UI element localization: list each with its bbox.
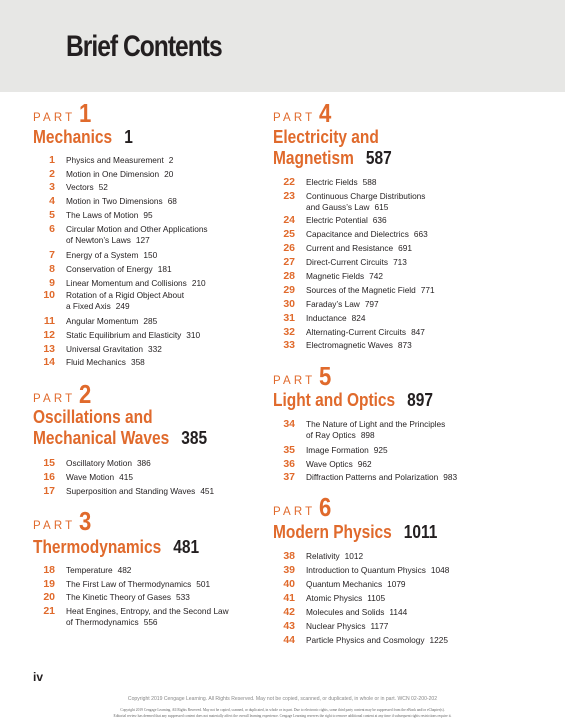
chapter-text: [306, 593, 533, 604]
chapter-page: 95: [143, 210, 153, 220]
chapter-title: Circular Motion and Other Applications of Newton’s Laws: [66, 224, 208, 245]
chapter-text: [66, 458, 265, 469]
chapter-title: Temperature: [66, 565, 113, 575]
chapter-title: Molecules and Solids: [306, 607, 385, 617]
chapter-title: Magnetic Fields: [306, 271, 365, 281]
part-title-line: [273, 522, 437, 543]
part-section: [273, 360, 533, 410]
chapter-number: 31: [283, 312, 295, 324]
chapter-number: 3: [49, 181, 55, 193]
chapter-text: [306, 635, 533, 646]
chapter-number: 19: [43, 578, 55, 590]
part-word: PART: [33, 520, 76, 532]
chapter-text: [66, 344, 265, 355]
part-title-line: [33, 428, 207, 449]
page-title: Brief Contents: [66, 30, 222, 63]
chapter-page: 52: [98, 182, 108, 192]
part-title-text: Thermodynamics: [33, 537, 162, 557]
part-title[interactable]: [273, 127, 392, 169]
chapter-page: 249: [115, 301, 130, 311]
chapter-number: 30: [283, 298, 295, 310]
chapter-number: 15: [43, 457, 55, 469]
chapter-number: 33: [283, 339, 295, 351]
chapter-page: 285: [143, 316, 158, 326]
chapter-number: 1: [49, 154, 55, 166]
chapter-page: 20: [164, 169, 174, 179]
chapter-page: 2: [168, 155, 174, 165]
part-page-number: 587: [365, 148, 392, 168]
chapter-text: [66, 472, 265, 483]
part-title-text: Light and Optics: [273, 390, 396, 410]
chapter-title: Motion in One Dimension: [66, 169, 160, 179]
chapter-number: 27: [283, 256, 295, 268]
chapter-title: The Laws of Motion: [66, 210, 139, 220]
chapter-number: 37: [283, 471, 295, 483]
chapter-title: Nuclear Physics: [306, 621, 366, 631]
chapter-page: 797: [364, 299, 379, 309]
part-title-text: Mechanical Waves: [33, 428, 170, 448]
chapter-text: [306, 229, 533, 240]
part-number: 5: [319, 361, 332, 391]
chapter-title: Angular Momentum: [66, 316, 139, 326]
chapter-number: 13: [43, 343, 55, 355]
chapter-title: Motion in Two Dimensions: [66, 196, 163, 206]
page-folio: iv: [33, 670, 44, 684]
part-title-text: Electricity and: [273, 127, 379, 147]
chapter-number: 40: [283, 578, 295, 590]
part-page-number: 481: [173, 537, 200, 557]
chapter-number: 12: [43, 329, 55, 341]
chapter-title: Faraday’s Law: [306, 299, 360, 309]
chapter-page: 68: [167, 196, 177, 206]
chapter-page: 181: [157, 264, 172, 274]
chapter-number: 21: [43, 605, 55, 617]
chapter-title: Capacitance and Dielectrics: [306, 229, 409, 239]
chapter-text: [66, 264, 265, 275]
chapter-text: [306, 285, 533, 296]
chapter-page: 588: [362, 177, 377, 187]
chapter-page: 691: [398, 243, 413, 253]
part-number: 2: [79, 379, 92, 409]
chapter-text: [306, 299, 533, 310]
chapter-page: 358: [130, 357, 145, 367]
chapter-page: 210: [191, 278, 206, 288]
part-title-line: [273, 127, 392, 148]
chapter-number: 41: [283, 592, 295, 604]
chapter-number: 24: [283, 214, 295, 226]
chapter-number: 25: [283, 228, 295, 240]
chapter-text: [306, 621, 533, 632]
chapter-number: 43: [283, 620, 295, 632]
part-number: 3: [79, 506, 92, 536]
part-title-text: Modern Physics: [273, 522, 392, 542]
chapter-title: Vectors: [66, 182, 94, 192]
chapter-number: 8: [49, 263, 55, 275]
part-page-number: 1: [124, 127, 133, 147]
part-label: [33, 505, 265, 535]
chapter-number: 14: [43, 356, 55, 368]
chapter-number: 11: [43, 315, 55, 327]
chapter-page: 873: [397, 340, 412, 350]
chapter-page: 1177: [370, 621, 389, 631]
part-section: [33, 378, 265, 448]
chapter-text: [66, 565, 265, 576]
chapter-page: 150: [143, 250, 158, 260]
chapter-title: Static Equilibrium and Elasticity: [66, 330, 182, 340]
chapter-number: 17: [43, 485, 55, 497]
part-word: PART: [33, 393, 76, 405]
chapter-page: 533: [176, 592, 190, 602]
part-label: [33, 97, 265, 127]
chapter-text: [66, 210, 265, 221]
part-section: [33, 505, 265, 557]
chapter-number: 29: [283, 284, 295, 296]
chapter-title: Electric Fields: [306, 177, 358, 187]
chapter-text: [306, 607, 533, 618]
chapter-number: 28: [283, 270, 295, 282]
chapter-page: 310: [186, 330, 201, 340]
chapter-text: [306, 271, 533, 282]
chapter-page: 847: [411, 327, 425, 337]
chapter-number: 9: [49, 277, 55, 289]
chapter-title: The Kinetic Theory of Gases: [66, 592, 171, 602]
chapter-number: 32: [283, 326, 295, 338]
chapter-text: [306, 215, 533, 226]
part-title-text: Mechanics: [33, 127, 113, 147]
chapter-title: Image Formation: [306, 445, 369, 455]
chapter-number: 7: [49, 249, 55, 261]
chapter-text: [66, 290, 265, 312]
chapter-title: Energy of a System: [66, 250, 139, 260]
chapter-text: [66, 278, 265, 289]
chapter-text: [306, 177, 533, 188]
part-label: [273, 491, 533, 521]
chapter-text: [306, 579, 533, 590]
chapter-title: Fluid Mechanics: [66, 357, 126, 367]
chapter-page: 1225: [429, 635, 448, 645]
chapter-title: Introduction to Quantum Physics: [306, 565, 426, 575]
chapter-number: 5: [49, 209, 55, 221]
part-title[interactable]: [273, 522, 437, 543]
disclaimer-line-1: Copyright 2019 Cengage Learning. All Rights Reserved. May not be copied, scanned, or duplicated, in whole or in part. Due to electronic rights, some third party content may be suppressed from the eBook and/or eChapter(s).: [120, 708, 445, 712]
chapter-title: Electric Potential: [306, 215, 368, 225]
part-number: 6: [319, 492, 332, 522]
chapter-number: 23: [283, 190, 295, 202]
disclaimer-line-2: Editorial review has deemed that any suppressed content does not materially affect the overall learning experience. Cengage Learning reserves the right to remove additional content at any time if subsequent rights restrictions require it.: [113, 714, 452, 718]
chapter-number: 16: [43, 471, 55, 483]
chapter-text: [66, 169, 265, 180]
part-title-line: [273, 390, 433, 411]
chapter-text: [66, 606, 265, 628]
chapter-page: 663: [413, 229, 428, 239]
chapter-page: 127: [135, 235, 150, 245]
part-number: 4: [319, 98, 332, 128]
chapter-title: Wave Optics: [306, 459, 353, 469]
chapter-page: 898: [360, 430, 375, 440]
part-title-line: [33, 407, 207, 428]
part-word: PART: [273, 112, 316, 124]
chapter-text: [66, 579, 265, 590]
chapter-text: [66, 316, 265, 327]
part-number: 1: [79, 98, 92, 128]
part-section: [33, 97, 265, 147]
chapter-text: [66, 182, 265, 193]
chapter-text: [306, 191, 533, 213]
part-title[interactable]: [33, 127, 133, 148]
chapter-text: [306, 257, 533, 268]
part-word: PART: [273, 375, 316, 387]
chapter-number: 18: [43, 564, 55, 576]
part-title[interactable]: [273, 390, 433, 411]
part-page-number: 897: [407, 390, 434, 410]
chapter-page: 1144: [389, 607, 408, 617]
chapter-title: Sources of the Magnetic Field: [306, 285, 416, 295]
chapter-page: 962: [357, 459, 372, 469]
chapter-number: 4: [49, 195, 55, 207]
chapter-title: Superposition and Standing Waves: [66, 486, 196, 496]
chapter-page: 501: [196, 579, 211, 589]
chapter-text: [306, 340, 533, 351]
chapter-page: 1012: [344, 551, 364, 561]
part-label: [273, 97, 533, 127]
chapter-title: Continuous Charge Distributions and Gauss’s Law: [306, 191, 426, 212]
chapter-title: Direct-Current Circuits: [306, 257, 389, 267]
part-label: [33, 378, 265, 408]
part-word: PART: [273, 506, 316, 518]
chapter-number: 20: [43, 591, 55, 603]
chapter-text: [306, 327, 533, 338]
chapter-page: 556: [143, 617, 158, 627]
chapter-text: [66, 224, 265, 246]
chapter-text: [66, 330, 265, 341]
chapter-text: [306, 551, 533, 562]
chapter-text: [306, 472, 533, 483]
chapter-text: [306, 565, 533, 576]
chapter-number: 38: [283, 550, 295, 562]
chapter-text: [66, 196, 265, 207]
part-title-line: [33, 127, 133, 148]
copyright-notice: Copyright 2019 Cengage Learning. All Rights Reserved. May not be copied, scanned, or duplicated, in whole or in part. WCN 02-200-202: [127, 696, 438, 702]
part-title-line: [33, 537, 199, 558]
chapter-title: Particle Physics and Cosmology: [306, 635, 425, 645]
chapter-text: [306, 419, 533, 441]
chapter-page: 415: [119, 472, 133, 482]
chapter-title: Oscillatory Motion: [66, 458, 132, 468]
part-title-text: Oscillations and: [33, 407, 153, 427]
part-title[interactable]: [33, 537, 199, 558]
chapter-page: 771: [420, 285, 435, 295]
chapter-page: 636: [372, 215, 387, 225]
part-section: [273, 491, 533, 542]
chapter-title: Electromagnetic Waves: [306, 340, 393, 350]
chapter-page: 1079: [387, 579, 406, 589]
chapter-title: Rotation of a Rigid Object About a Fixed Axis: [66, 290, 185, 311]
chapter-page: 332: [148, 344, 162, 354]
chapter-page: 983: [443, 472, 458, 482]
part-label: [273, 360, 533, 390]
chapter-text: [306, 445, 533, 456]
chapter-number: 22: [283, 176, 295, 188]
chapter-page: 386: [136, 458, 151, 468]
chapter-number: 6: [49, 223, 55, 235]
chapter-number: 34: [283, 418, 295, 430]
part-section: [273, 97, 533, 168]
chapter-page: 713: [393, 257, 407, 267]
chapter-number: 39: [283, 564, 295, 576]
chapter-text: [66, 592, 265, 603]
chapter-page: 925: [373, 445, 388, 455]
chapter-number: 10: [43, 289, 55, 301]
chapter-title: Diffraction Patterns and Polarization: [306, 472, 439, 482]
chapter-title: Wave Motion: [66, 472, 115, 482]
chapter-title: The Nature of Light and the Principles of Ray Optics: [306, 419, 446, 440]
chapter-page: 1048: [430, 565, 450, 575]
chapter-page: 1105: [367, 593, 386, 603]
chapter-text: [306, 459, 533, 470]
chapter-page: 742: [369, 271, 383, 281]
chapter-title: Physics and Measurement: [66, 155, 164, 165]
chapter-title: Inductance: [306, 313, 347, 323]
chapter-number: 36: [283, 458, 295, 470]
chapter-title: Heat Engines, Entropy, and the Second Law of Thermodynamics: [66, 606, 229, 627]
chapter-number: 26: [283, 242, 295, 254]
part-title[interactable]: [33, 407, 207, 449]
chapter-page: 615: [374, 202, 389, 212]
chapter-title: Universal Gravitation: [66, 344, 144, 354]
chapter-title: Linear Momentum and Collisions: [66, 278, 187, 288]
chapter-number: 2: [49, 168, 55, 180]
part-page-number: 385: [181, 428, 208, 448]
chapter-title: Current and Resistance: [306, 243, 394, 253]
chapter-title: Atomic Physics: [306, 593, 363, 603]
chapter-text: [66, 357, 265, 368]
chapter-text: [306, 313, 533, 324]
chapter-page: 451: [200, 486, 215, 496]
chapter-text: [66, 486, 265, 497]
part-title-line: [273, 148, 392, 169]
chapter-number: 44: [283, 634, 295, 646]
chapter-page: 824: [351, 313, 366, 323]
chapter-text: [66, 155, 265, 166]
chapter-text: [306, 243, 533, 254]
part-title-text: Magnetism: [273, 148, 354, 168]
chapter-title: Relativity: [306, 551, 340, 561]
chapter-title: Conservation of Energy: [66, 264, 153, 274]
part-page-number: 1011: [403, 522, 438, 542]
part-word: PART: [33, 112, 76, 124]
chapter-title: Alternating-Current Circuits: [306, 327, 407, 337]
chapter-number: 42: [283, 606, 295, 618]
chapter-number: 35: [283, 444, 295, 456]
chapter-text: [66, 250, 265, 261]
chapter-title: The First Law of Thermodynamics: [66, 579, 192, 589]
chapter-title: Quantum Mechanics: [306, 579, 383, 589]
chapter-page: 482: [117, 565, 132, 575]
